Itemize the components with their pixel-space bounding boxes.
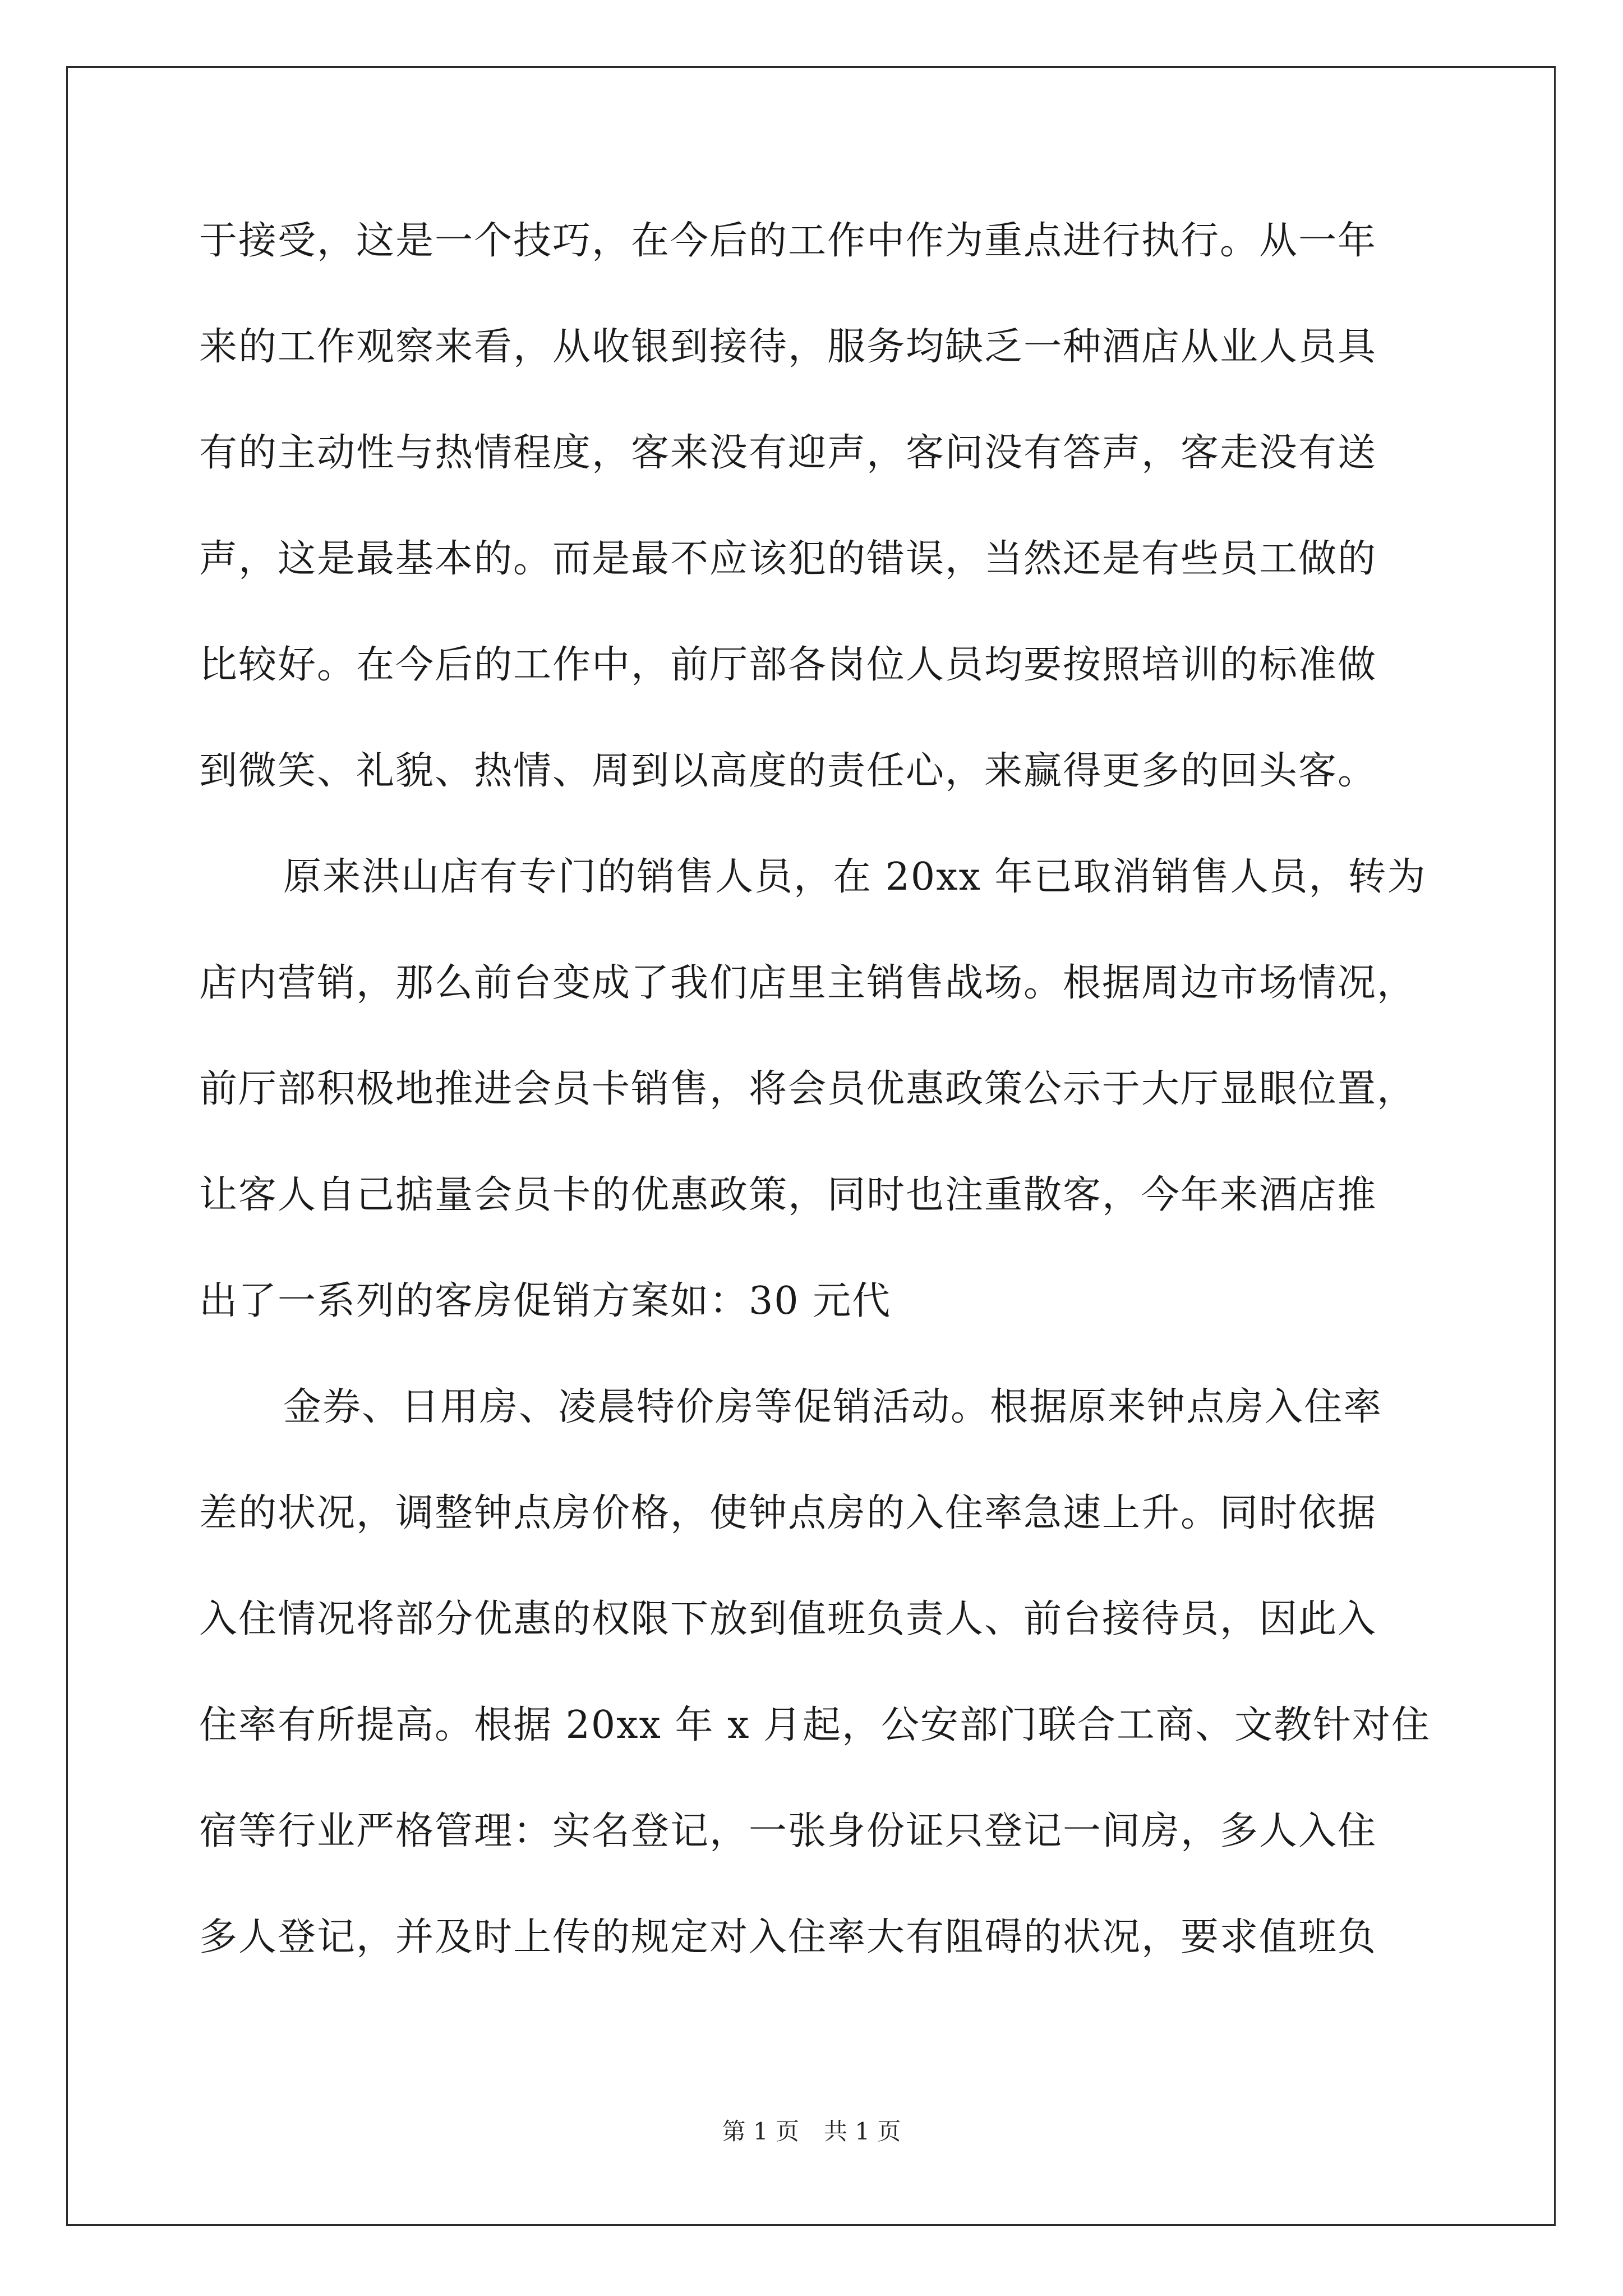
- text-line: 让客人自己掂量会员卡的优惠政策，同时也注重散客，今年来酒店推: [199, 1173, 1377, 1217]
- text-line: 声，这是最基本的。而是最不应该犯的错误，当然还是有些员工做的: [199, 537, 1377, 581]
- text-line: 比较好。在今后的工作中，前厅部各岗位人员均要按照培训的标准做: [199, 643, 1377, 687]
- text-line: 有的主动性与热情程度，客来没有迎声，客问没有答声，客走没有送: [199, 431, 1377, 475]
- text-line: 差的状况，调整钟点房价格，使钟点房的入住率急速上升。同时依据: [199, 1491, 1377, 1535]
- page-footer: [0, 2118, 1623, 2146]
- text-line: 多人登记，并及时上传的规定对入住率大有阻碍的状况，要求值班负: [199, 1915, 1377, 1959]
- text-line: 前厅部积极地推进会员卡销售，将会员优惠政策公示于大厅显眼位置，: [199, 1067, 1417, 1111]
- text-line: 原来洪山店有专门的销售人员，在 20xx 年已取消销售人员，转为: [283, 855, 1427, 899]
- document-body: [199, 216, 1431, 2018]
- page-total: 共 1 页: [824, 2118, 901, 2145]
- page-number: 第 1 页: [722, 2118, 799, 2145]
- text-line: 于接受，这是一个技巧，在今后的工作中作为重点进行执行。从一年: [199, 219, 1377, 263]
- text-line: 来的工作观察来看，从收银到接待，服务均缺乏一种酒店从业人员具: [199, 325, 1377, 369]
- text-line: 金券、日用房、凌晨特价房等促销活动。根据原来钟点房入住率: [283, 1385, 1383, 1429]
- text-line: 住率有所提高。根据 20xx 年 x 月起，公安部门联合工商、文教针对住: [199, 1703, 1431, 1747]
- text-line: 店内营销，那么前台变成了我们店里主销售战场。根据周边市场情况，: [199, 961, 1417, 1005]
- text-line: 宿等行业严格管理：实名登记，一张身份证只登记一间房，多人入住: [199, 1809, 1377, 1853]
- text-line: 到微笑、礼貌、热情、周到以高度的责任心，来赢得更多的回头客。: [199, 749, 1377, 793]
- text-line: 入住情况将部分优惠的权限下放到值班负责人、前台接待员，因此入: [199, 1597, 1377, 1641]
- text-line: 出了一系列的客房促销方案如：30 元代: [199, 1279, 892, 1323]
